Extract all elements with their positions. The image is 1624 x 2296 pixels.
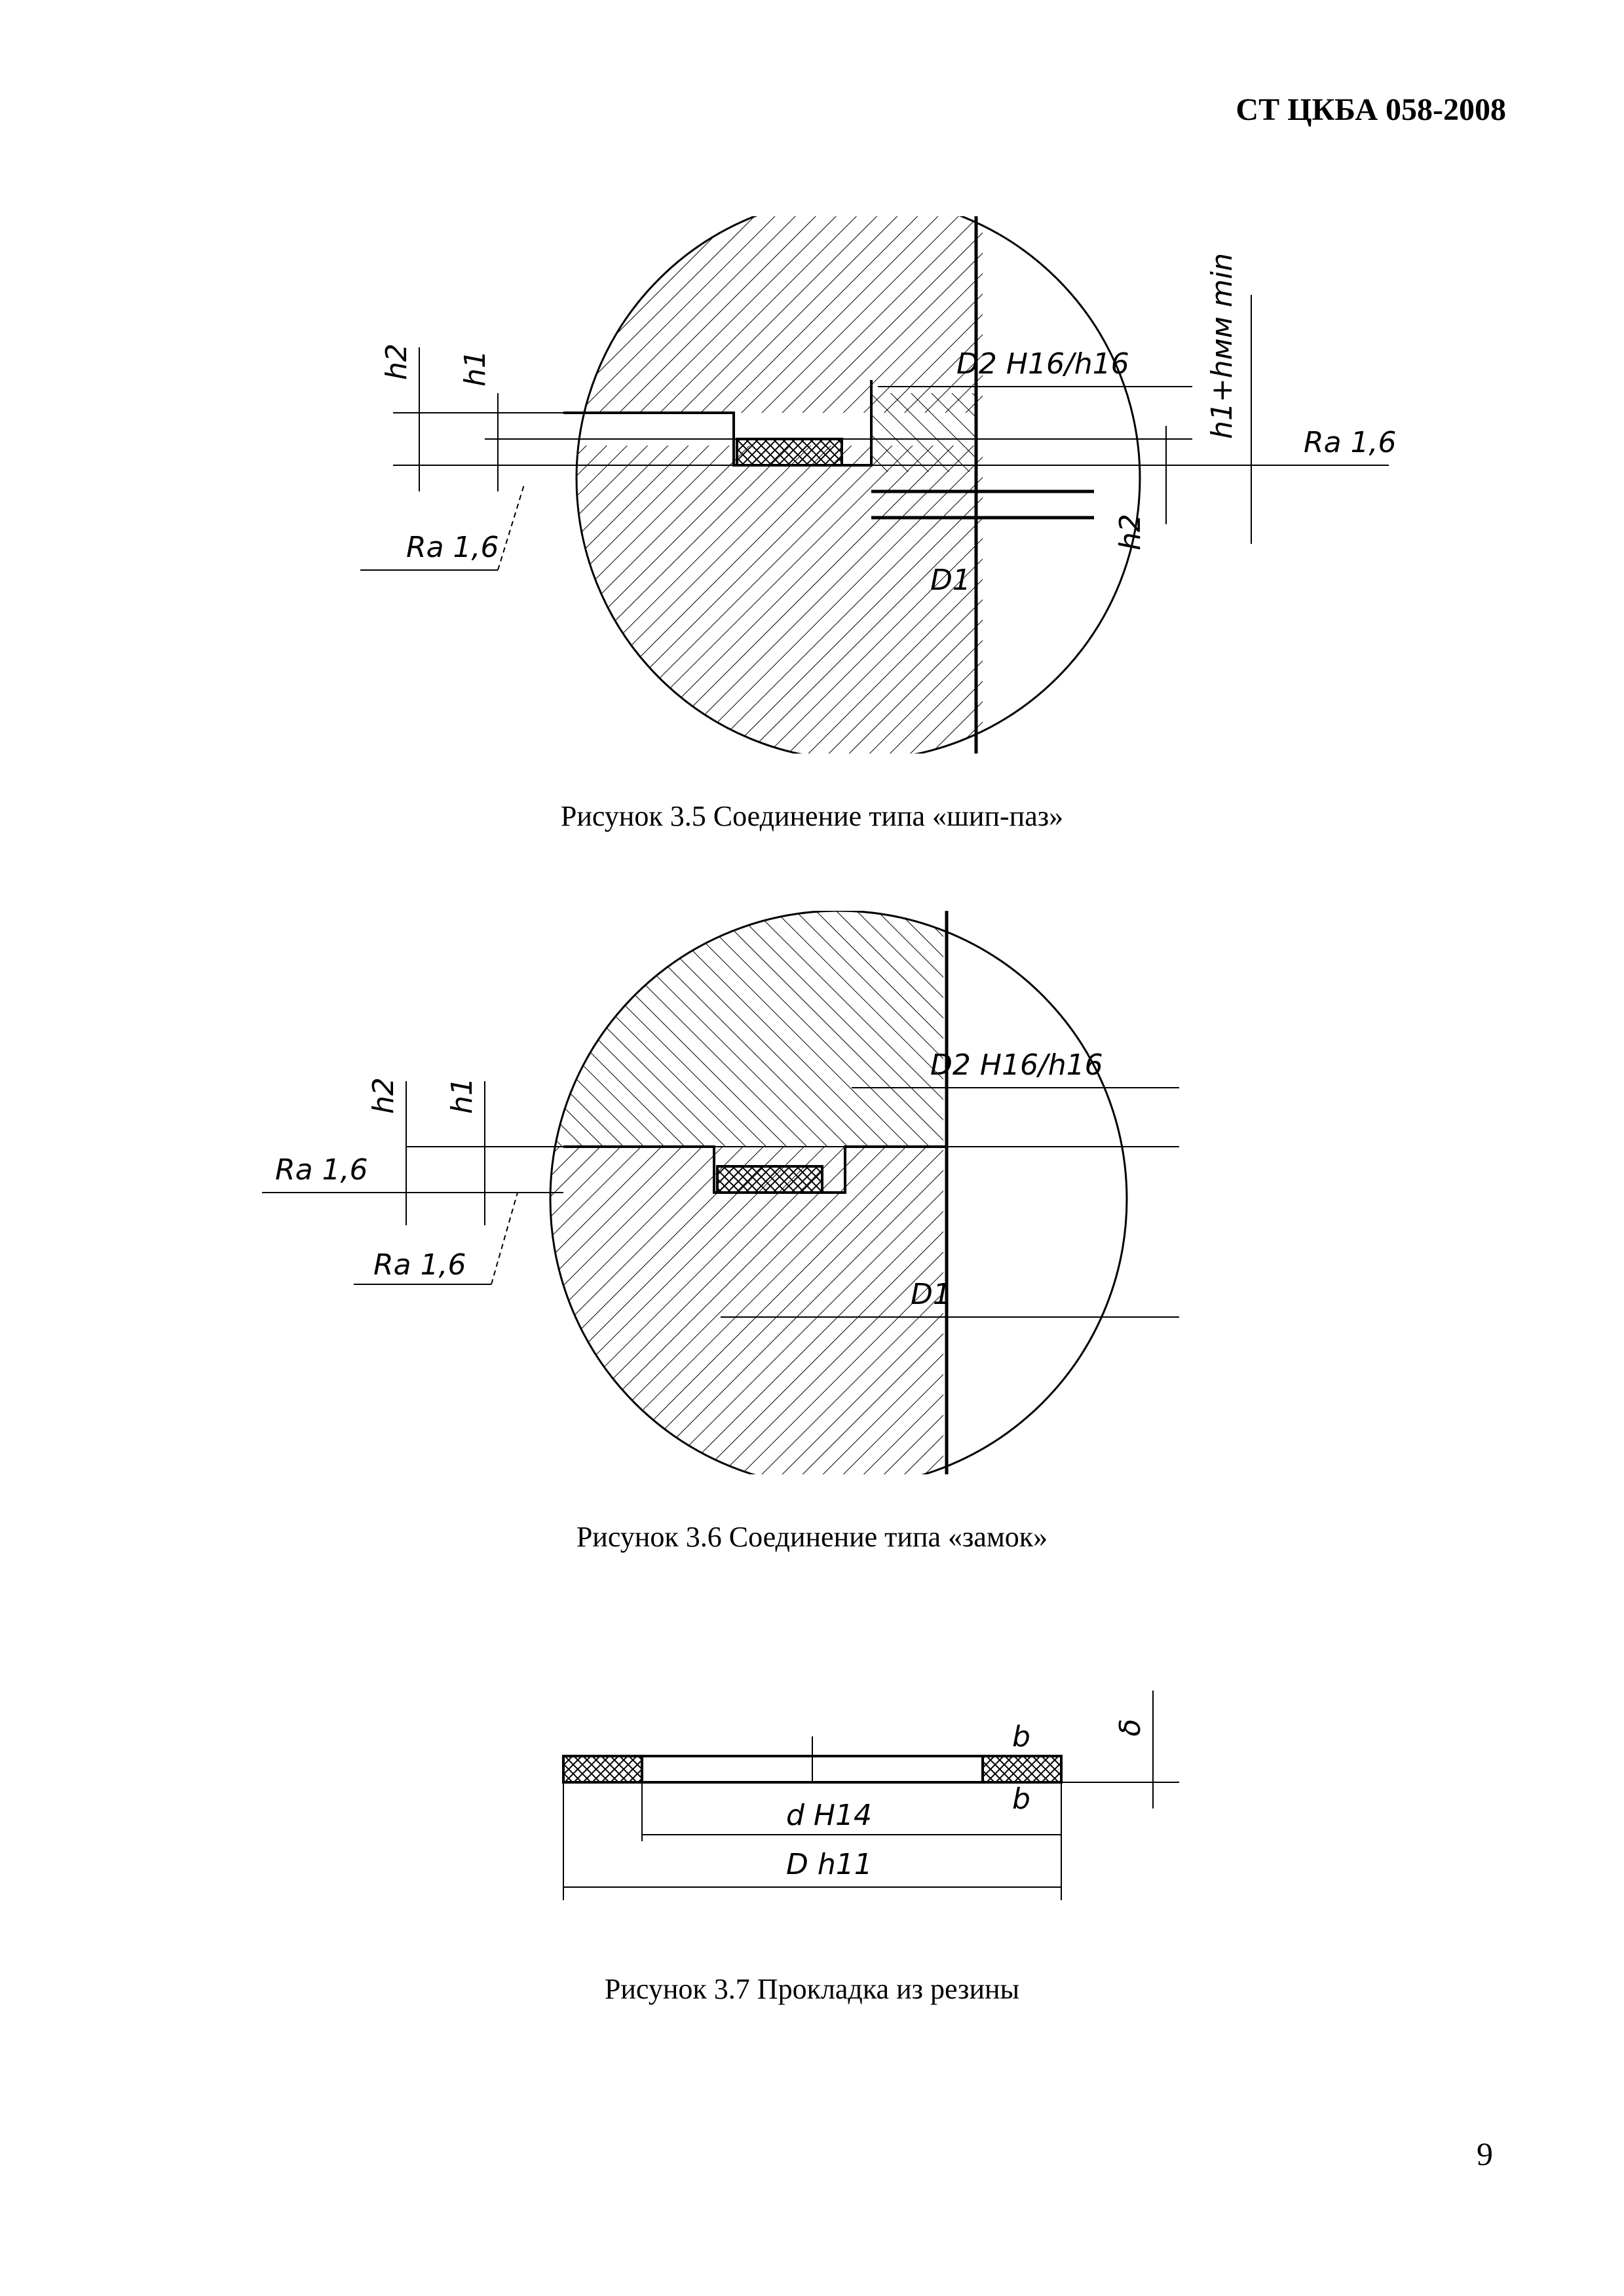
fig36-h1-label: h1 — [445, 1077, 479, 1114]
figure-3-5-caption: Рисунок 3.5 Соединение типа «шип-паз» — [560, 800, 1064, 832]
fig35-ra-right: Ra 1,6 — [1304, 426, 1397, 459]
fig37-D-label: D h11 — [786, 1848, 873, 1881]
fig36-d1-label: D1 — [911, 1278, 951, 1311]
fig35-d2-label: D2 H16/h16 — [956, 347, 1129, 381]
document-code: СТ ЦКБА 058-2008 — [1236, 92, 1506, 127]
fig37-b1-label: b — [1012, 1720, 1030, 1753]
figure-3-7-drawing — [0, 1677, 1624, 1926]
figure-3-7-caption: Рисунок 3.7 Прокладка из резины — [604, 1973, 1020, 2005]
fig36-ra-left: Ra 1,6 — [275, 1153, 368, 1187]
fig36-d2-label: D2 H16/h16 — [930, 1048, 1103, 1082]
fig35-gap-label: h1+hмм min — [1205, 253, 1239, 439]
figure-3-5-drawing — [0, 216, 1624, 754]
fig37-b2-label: b — [1012, 1782, 1030, 1816]
fig35-h2b-label: h2 — [1114, 514, 1147, 550]
fig36-ra-lower: Ra 1,6 — [373, 1248, 466, 1282]
fig35-h1-label: h1 — [459, 350, 492, 387]
fig35-d1-label: D1 — [930, 564, 971, 597]
figure-3-6-drawing — [0, 911, 1624, 1474]
page-number: 9 — [1477, 2135, 1493, 2172]
fig35-h2-label: h2 — [380, 343, 413, 380]
fig36-h2-label: h2 — [367, 1077, 400, 1114]
figure-3-6-caption: Рисунок 3.6 Соединение типа «замок» — [576, 1521, 1048, 1553]
fig35-ra-left: Ra 1,6 — [406, 531, 499, 564]
fig37-delta-label: δ — [1114, 1719, 1147, 1736]
fig37-d-label: d H14 — [786, 1799, 872, 1832]
